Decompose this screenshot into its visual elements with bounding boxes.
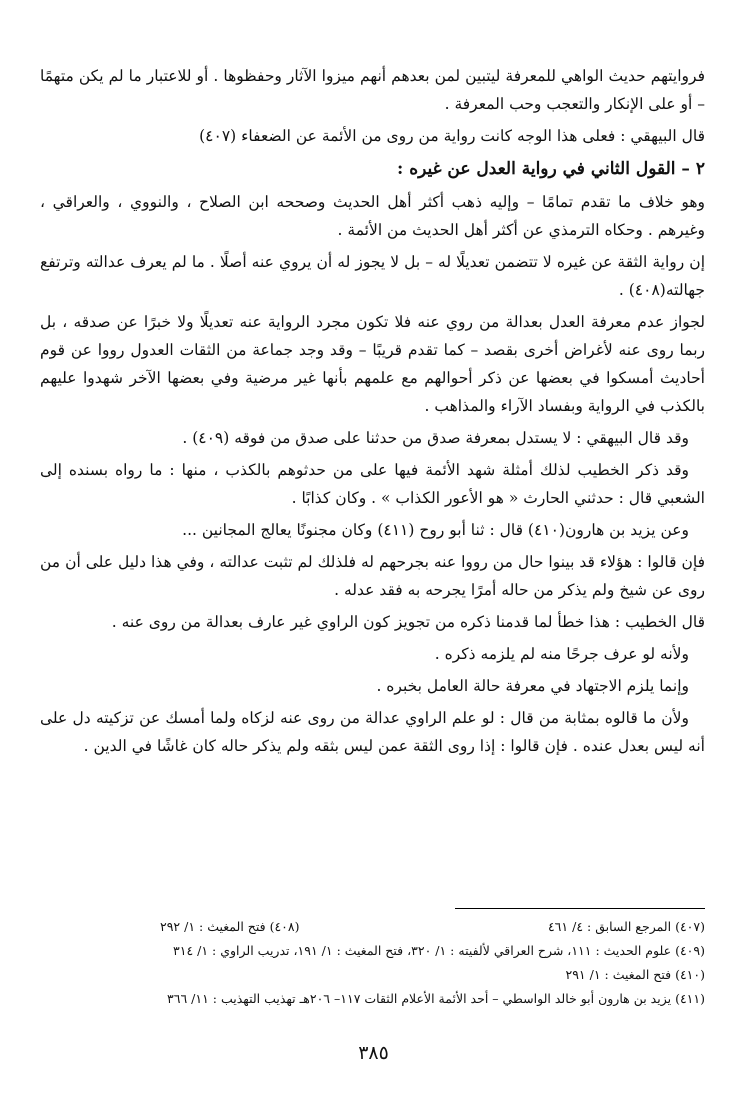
page-number: ٣٨٥ bbox=[358, 1042, 389, 1064]
paragraph-3: وهو خلاف ما تقدم تمامًا – وإليه ذهب أكثر أهل الحديث وصححه ابن الصلاح ، والنووي ، والعراقي ، وغيرهم . وحكاه الترمذي عن أكثر أهل الحديث من الأئمة . bbox=[40, 193, 705, 239]
footnote-407: (٤٠٧) المرجع السابق : ٤/ ٤٦١ bbox=[547, 919, 705, 934]
paragraph-8: وعن يزيد بن هارون(٤١٠) قال : ثنا أبو روح (٤١١) وكان مجنونًا يعالج المجانين ... bbox=[182, 521, 689, 539]
paragraph-7: وقد ذكر الخطيب لذلك أمثلة شهد الأئمة فيها على من حدثوهم بالكذب ، منها : ما رواه بسنده إلى الشعبي قال : حدثني الحارث « هو الأعور الكذاب » . وكان كذابًا . bbox=[40, 461, 705, 507]
paragraph-5: لجواز عدم معرفة العدل بعدالة من روي عنه فلا تكون مجرد الرواية عنه تعديلًا ولا خبرًا عن صدقه ، بل ربما روى عنه لأغراض أخرى بقصد – كما تقدم قريبًا – وقد وجد جماعة من الثقات العدول رووا عن قوم أحاديث أمسكوا في بعضها عن ذكر أحوالهم مع علمهم بأنها غير مرضية وفي بعضها الآخر شهدوا عليهم بالكذب في الرواية وبفساد الآراء والمذاهب . bbox=[40, 313, 705, 415]
footnote-408: (٤٠٨) فتح المغيث : ١/ ٢٩٢ bbox=[160, 919, 300, 934]
footnote-410: (٤١٠) فتح المغيث : ١/ ٢٩١ bbox=[565, 967, 705, 982]
paragraph-12: وإنما يلزم الاجتهاد في معرفة حالة العامل بخبره . bbox=[376, 677, 689, 695]
paragraph-9: فإن قالوا : هؤلاء قد بينوا حال من رووا عنه بجرحهم له فلذلك لم تثبت عدالته ، وفي هذا دليل على أن من روى عن شيخ ولم يذكر من حاله أمرًا يجرحه به فقد عدله . bbox=[40, 553, 705, 599]
footnotes bbox=[40, 906, 705, 1011]
paragraph-4: إن رواية الثقة عن غيره لا تتضمن تعديلًا له – بل لا يجوز له أن يروي عنه أصلًا . ما لم يعرف عدالته وترتفع جهالته(٤٠٨) . bbox=[40, 253, 705, 299]
paragraph-6: وقد قال البيهقي : لا يستدل بمعرفة صدق من حدثنا على صدق من فوقه (٤٠٩) . bbox=[182, 429, 689, 447]
footnote-separator bbox=[455, 908, 705, 909]
paragraph-10: قال الخطيب : هذا خطأ لما قدمنا ذكره من تجويز كون الراوي غير عارف بعدالة من روى عنه . bbox=[111, 613, 705, 631]
footnote-411: (٤١١) يزيد بن هارون أبو خالد الواسطي – أحد الأئمة الأعلام الثقات ١١٧– ٢٠٦هـ تهذيب التهذيب : ١١/ ٣٦٦ bbox=[167, 991, 705, 1006]
footnote-row bbox=[40, 915, 705, 939]
footnote-409: (٤٠٩) علوم الحديث : ١١١، شرح العراقي لألفيته : ١/ ٣٢٠، فتح المغيث : ١/ ١٩١، تدريب الراوي : ١/ ٣١٤ bbox=[173, 943, 705, 958]
paragraph-bayhaqi-1: قال البيهقي : فعلى هذا الوجه كانت رواية من روى من الأئمة عن الضعفاء (٤٠٧) bbox=[199, 127, 705, 145]
paragraph-13: ولأن ما قالوه بمثابة من قال : لو علم الراوي عدالة من روى عنه لزكاه ولما أمسك عن تزكيته دل على أنه ليس بعدل عنده . فإن قالوا : إذا روى الثقة عمن ليس بثقه ولم يذكر حاله كان غاشًا في الدين . bbox=[40, 709, 705, 755]
paragraph-1: فروايتهم حديث الواهي للمعرفة ليتبين لمن بعدهم أنهم ميزوا الآثار وحفظوها . أو للاعتبار ما لم يكن متهمًا – أو على الإنكار والتعجب وحب المعرفة . bbox=[40, 67, 705, 113]
paragraph-11: ولأنه لو عرف جرحًا منه لم يلزمه ذكره . bbox=[434, 645, 689, 663]
section-heading: ٢ – القول الثاني في رواية العدل عن غيره : bbox=[397, 159, 705, 179]
